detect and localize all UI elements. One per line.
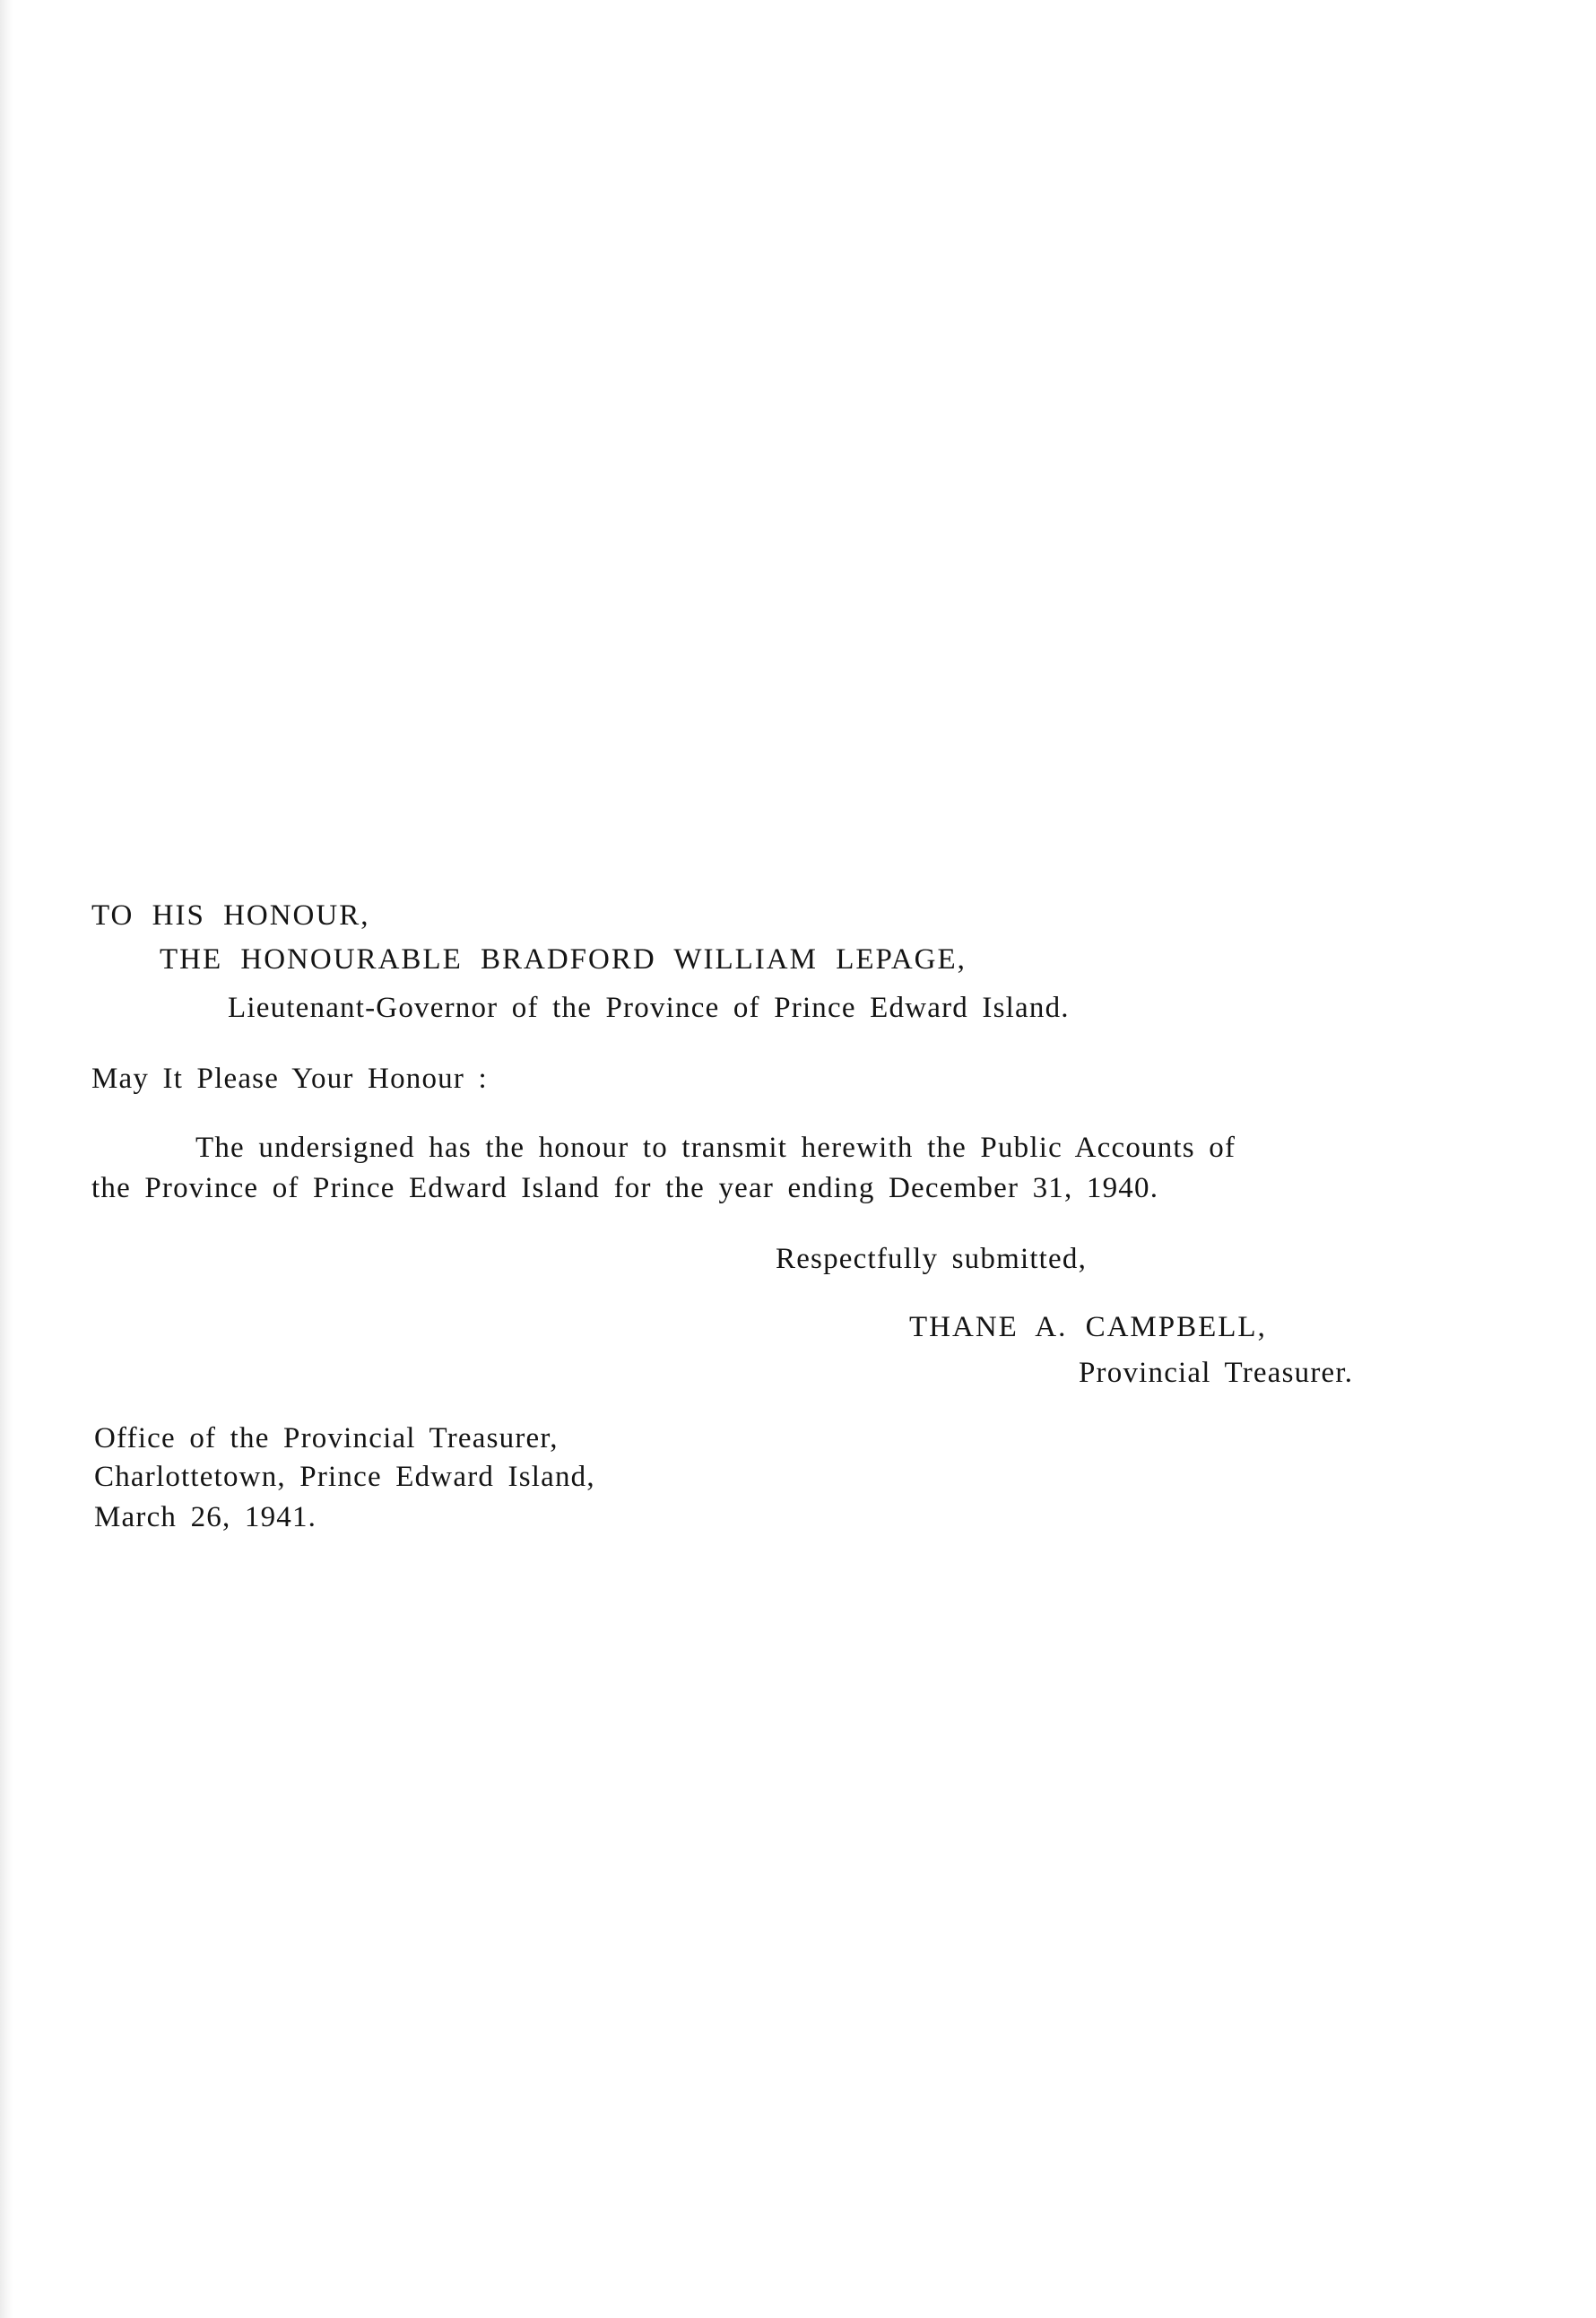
signatory-title: Provincial Treasurer. xyxy=(1079,1357,1354,1389)
address-line-recipient: TO HIS HONOUR, xyxy=(91,899,370,932)
closing-phrase: Respectfully submitted, xyxy=(776,1243,1088,1275)
address-line-office: Lieutenant-Governor of the Province of Prince Edward Island. xyxy=(228,992,1070,1024)
salutation: May It Please Your Honour : xyxy=(91,1063,488,1095)
body-text-line-1: The undersigned has the honour to transmit herewith the Public Accounts of xyxy=(195,1132,1236,1164)
body-text-line-2: the Province of Prince Edward Island for the year ending December 31, 1940. xyxy=(91,1172,1159,1204)
office-address-line-1: Office of the Provincial Treasurer, xyxy=(94,1422,559,1454)
office-address-line-2: Charlottetown, Prince Edward Island, xyxy=(94,1461,595,1493)
page-edge-shadow xyxy=(0,0,13,2318)
signatory-name: THANE A. CAMPBELL, xyxy=(909,1311,1267,1343)
office-date: March 26, 1941. xyxy=(94,1501,317,1533)
address-line-name: THE HONOURABLE BRADFORD WILLIAM LEPAGE, xyxy=(160,943,967,976)
